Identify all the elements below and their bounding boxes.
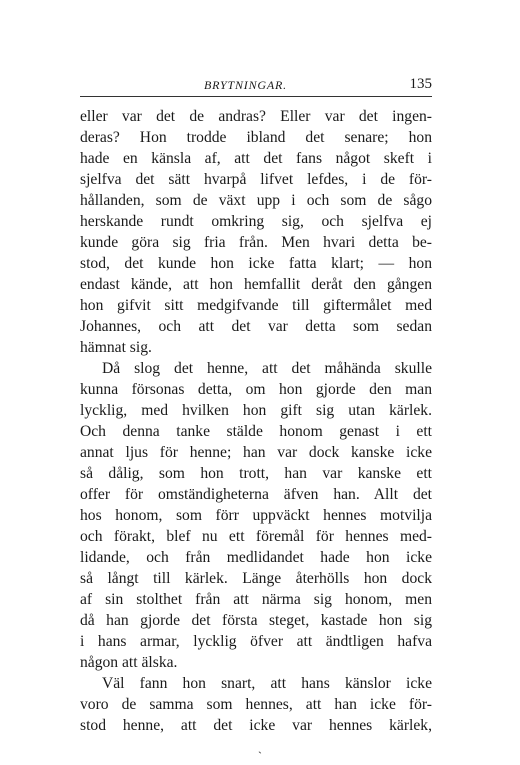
text-line: kunde göra sig fria från. Men hvari detta be- (80, 234, 432, 251)
running-head: BRYTNINGAR. (204, 78, 287, 92)
text-line: och förakt, blef nu ett föremål för hennes med- (80, 528, 432, 545)
text-line: hon gifvit sitt medgifvande till giftermålet med (80, 297, 432, 314)
page-header (80, 76, 432, 96)
text-line: eller var det de andras? Eller var det ingen- (80, 108, 432, 125)
text-line: kunna försonas detta, om hon gjorde den man (80, 381, 432, 398)
text-line: hade en känsla af, att det fans något skeft i (80, 150, 432, 167)
text-line: då han gjorde det första steget, kastade hon sig (80, 612, 432, 629)
text-line: lidande, och från medlidandet hade hon icke (80, 549, 432, 566)
text-line: stod, det kunde hon icke fatta klart; — hon (80, 255, 432, 272)
text-line: någon att älska. (80, 654, 178, 671)
text-line: deras? Hon trodde ibland det senare; hon (80, 129, 432, 146)
text-line: hållanden, som de växt upp i och som de sågo (80, 192, 432, 209)
text-line: sjelfva det sätt hvarpå lifvet lefdes, i de för- (80, 171, 432, 188)
text-line: voro de samma som hennes, att han icke för- (80, 696, 432, 713)
text-line: annat ljus för henne; han var dock kanske icke (80, 444, 432, 461)
header-rule (80, 96, 432, 97)
text-line: hos honom, som förr uppväckt hennes motvilja (80, 507, 432, 524)
text-line: stod henne, att det icke var hennes kärlek, (80, 717, 432, 734)
footer-mark: ˎ (258, 740, 262, 754)
text-line: endast kände, att hon hemfallit deråt den gången (80, 276, 432, 293)
text-line: Johannes, och att det var detta som sedan (80, 318, 432, 335)
text-line: lycklig, med hvilken hon gift sig utan kärlek. (80, 402, 432, 419)
text-line: hämnat sig. (80, 339, 152, 356)
text-line: herskande rundt omkring sig, och sjelfva ej (80, 213, 432, 230)
body-text (80, 106, 432, 736)
text-line: offer för omständigheterna äfven han. Allt det (80, 486, 432, 503)
text-line: af sin stolthet från att närma sig honom, men (80, 591, 432, 608)
text-line: Och denna tanke stälde honom genast i ett (80, 423, 432, 440)
text-line: så långt till kärlek. Länge återhölls hon dock (80, 570, 432, 587)
page-number: 135 (409, 76, 432, 92)
text-line: Då slog det henne, att det måhända skulle (102, 360, 432, 377)
text-line: i hans armar, lycklig öfver att ändtligen hafva (80, 633, 432, 650)
text-line: Väl fann hon snart, att hans känslor icke (102, 675, 432, 692)
text-line: så dålig, som hon trott, han var kanske ett (80, 465, 432, 482)
